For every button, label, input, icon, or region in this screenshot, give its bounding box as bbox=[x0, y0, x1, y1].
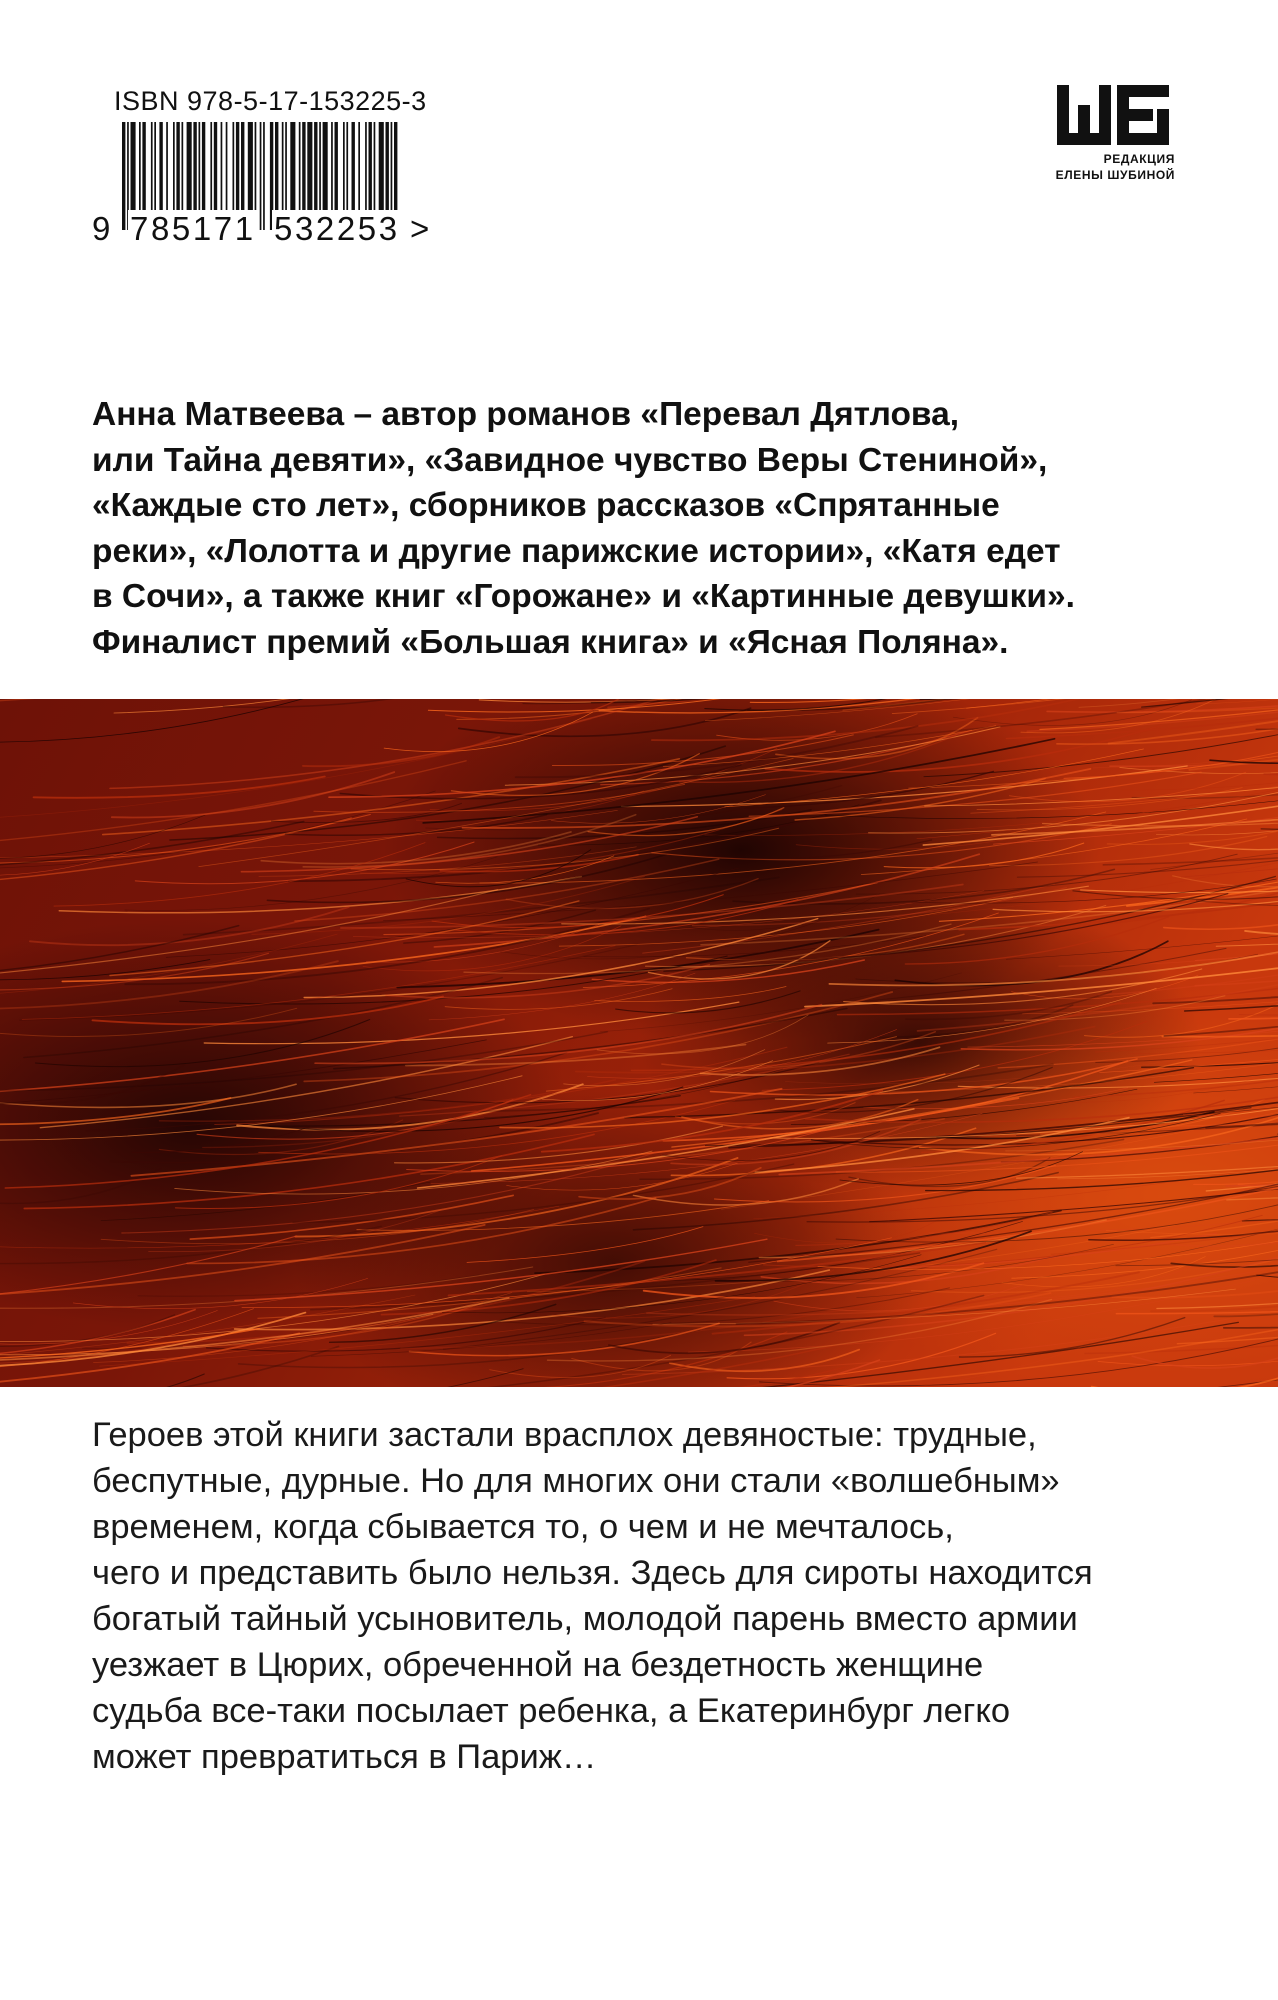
ean-right-group: 532253 bbox=[274, 210, 400, 247]
isbn-number: ISBN 978-5-17-153225-3 bbox=[114, 86, 427, 116]
author-bio-line: Финалист премий «Большая книга» и «Ясная Поляна». bbox=[92, 623, 1009, 661]
annotation-line: может превратиться в Париж… bbox=[92, 1738, 597, 1776]
annotation-line: уезжает в Цюрих, обреченной на бездетность женщине bbox=[92, 1646, 984, 1684]
author-bio bbox=[92, 392, 1222, 665]
author-bio-line: Анна Матвеева – автор романов «Перевал Дятлова, bbox=[92, 396, 960, 433]
annotation-line: богатый тайный усыновитель, молодой парень вместо армии bbox=[92, 1600, 1078, 1638]
ean-digits bbox=[92, 210, 432, 250]
author-bio-line: реки», «Лолотта и другие парижские истории», «Катя едет bbox=[92, 532, 1061, 570]
annotation-line: временем, когда сбывается то, о чем и не мечталось, bbox=[92, 1508, 954, 1546]
author-bio-line: или Тайна девяти», «Завидное чувство Веры Стениной», bbox=[92, 441, 1048, 479]
barcode bbox=[92, 86, 432, 256]
annotation-line: беспутные, дурные. Но для многих они стали «волшебным» bbox=[92, 1462, 1060, 1500]
publisher-name-line-2: ЕЛЕНЫ ШУБИНОЙ bbox=[1055, 168, 1175, 182]
ean-quiet-zone-mark: > bbox=[410, 210, 430, 247]
publisher-logo-icon bbox=[1057, 85, 1169, 145]
publisher-name-line-1: РЕДАКЦИЯ bbox=[1103, 152, 1175, 166]
ean-first-digit: 9 bbox=[92, 210, 111, 247]
annotation-line: Героев этой книги застали врасплох девяностые: трудные, bbox=[92, 1416, 1037, 1454]
annotation-line: судьба все-таки посылает ребенка, а Екатеринбург легко bbox=[92, 1692, 1011, 1730]
author-bio-line: в Сочи», а также книг «Горожане» и «Картинные девушки». bbox=[92, 578, 1075, 615]
book-annotation bbox=[92, 1412, 1222, 1780]
annotation-line: чего и представить было нельзя. Здесь для сироты находится bbox=[92, 1554, 1093, 1592]
ean-left-group: 785171 bbox=[130, 210, 256, 247]
feather-photo bbox=[0, 699, 1278, 1387]
author-bio-line: «Каждые сто лет», сборников рассказов «Спрятанные bbox=[92, 487, 1000, 524]
publisher-logo bbox=[1035, 85, 1175, 185]
